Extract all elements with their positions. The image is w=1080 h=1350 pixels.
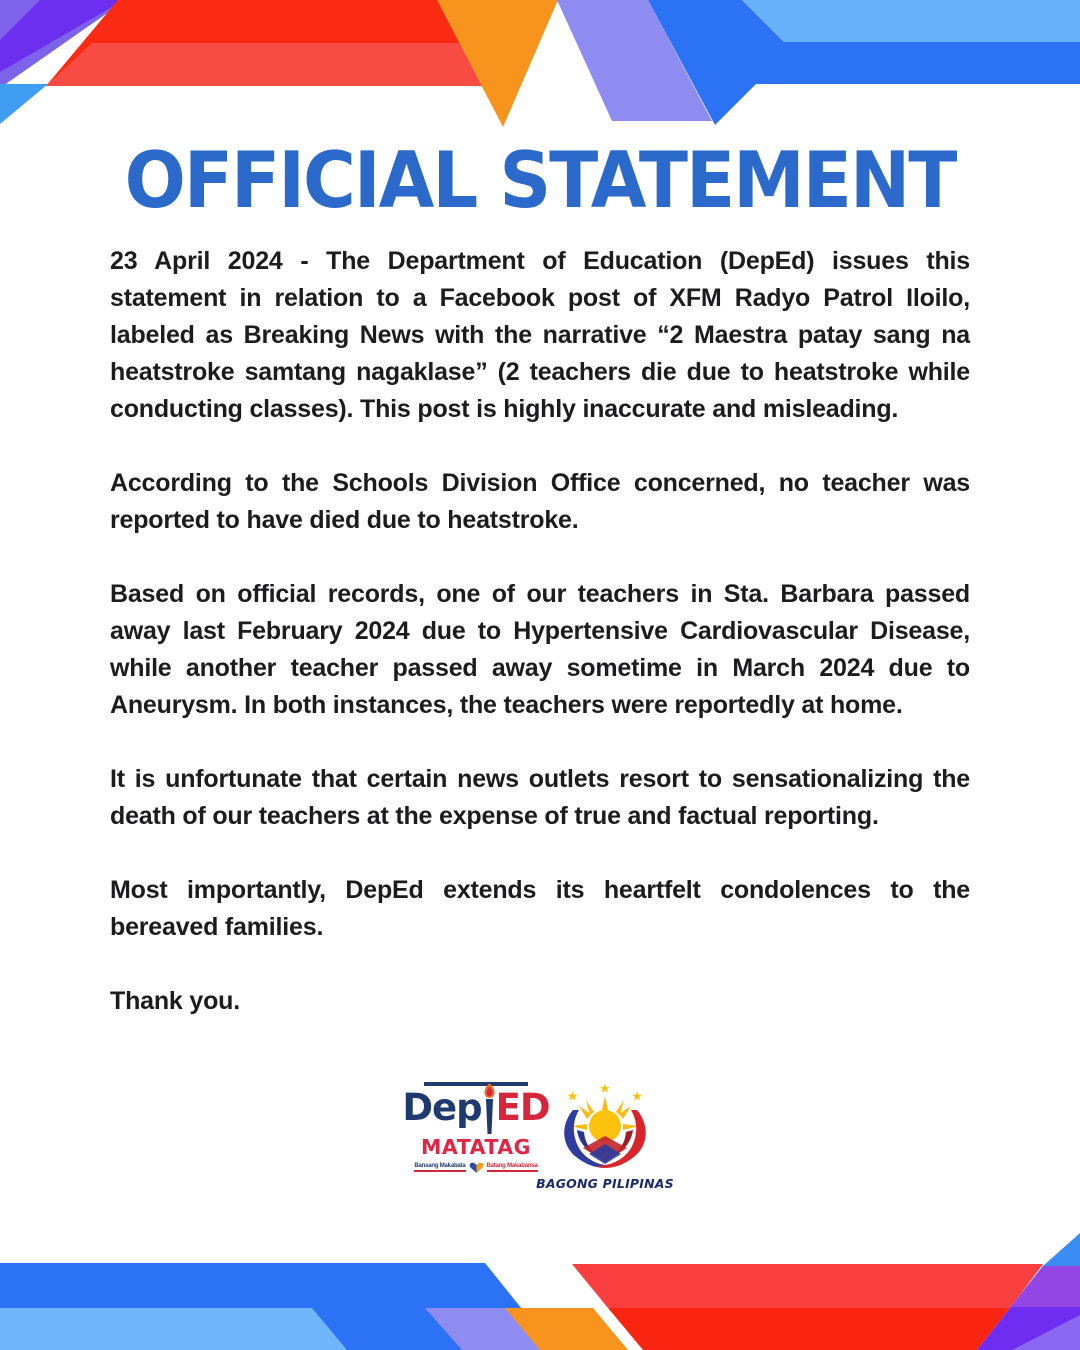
bottom-bright-red-band (608, 1308, 1010, 1350)
deped-wordmark (402, 1088, 549, 1134)
tagline-left-text: Bansang Makabata (414, 1162, 466, 1169)
bagong-pilipinas-emblem (553, 1082, 657, 1174)
statement-paragraph: According to the Schools Division Office concerned, no teacher was reported to have died due to heatstroke. (110, 469, 970, 534)
deped-wordmark-de: De (402, 1086, 457, 1129)
heart-hands-icon (469, 1161, 484, 1174)
statement-closing: Thank you. (110, 987, 240, 1015)
tagline-left-underline (414, 1170, 465, 1173)
star-left-icon (568, 1091, 578, 1100)
bottom-light-red-band (572, 1264, 1043, 1308)
deped-wordmark-ed: ED (495, 1086, 550, 1129)
tagline-right-block (487, 1163, 538, 1173)
deped-tagline (414, 1161, 537, 1174)
deped-wordmark-p: p (456, 1086, 482, 1129)
deped-matatag-logo (402, 1082, 550, 1174)
tagline-left-block (414, 1163, 465, 1173)
matatag-label: MATATAG (421, 1135, 531, 1159)
footer-logos (0, 1082, 1080, 1191)
statement-paragraph: It is unfortunate that certain news outlets resort to sensationalizing the death of our teachers at the expense of true and factual reporting. (110, 765, 970, 830)
torch-icon (482, 1082, 497, 1134)
tagline-right-text: Batang Makabansa (486, 1162, 538, 1169)
bagong-pilipinas-label: BAGONG PILIPINAS (536, 1176, 674, 1191)
star-right-icon (632, 1091, 642, 1100)
bottom-decoration-banner (0, 1215, 1080, 1350)
top-light-red-band (46, 43, 514, 86)
bagong-pilipinas-logo (536, 1082, 674, 1191)
statement-paragraph: Most importantly, DepEd extends its heartfelt condolences to the bereaved families. (110, 876, 970, 941)
top-left-blue-corner-triangle (0, 84, 48, 124)
statement-body (110, 243, 970, 1020)
statement-paragraph: 23 April 2024 - The Department of Education (DepEd) issues this statement in relation to a Facebook post of XFM Radyo Patrol Iloilo, labeled as Breaking News with the narrative “2 Maestra patay sang na heatstroke samtang nagaklase” (2 teachers die due to heatstroke while conducting classes). This post is highly inaccurate and misleading. (110, 247, 970, 423)
page-title: OFFICIAL STATEMENT (124, 134, 956, 226)
star-center-icon (600, 1084, 610, 1093)
bottom-right-blue-triangle (1043, 1233, 1080, 1266)
statement-paragraph: Based on official records, one of our teachers in Sta. Barbara passed away last February 2024 due to Hypertensive Cardiovascular Disease, while another teacher passed away sometime in March 2024 due to Aneurysm. In both instances, the teachers were reportedly at home. (110, 580, 970, 719)
tagline-right-underline (487, 1170, 538, 1173)
top-decoration-banner (0, 0, 1080, 135)
top-light-blue-band (742, 0, 1080, 42)
bottom-light-blue-band (0, 1308, 347, 1350)
